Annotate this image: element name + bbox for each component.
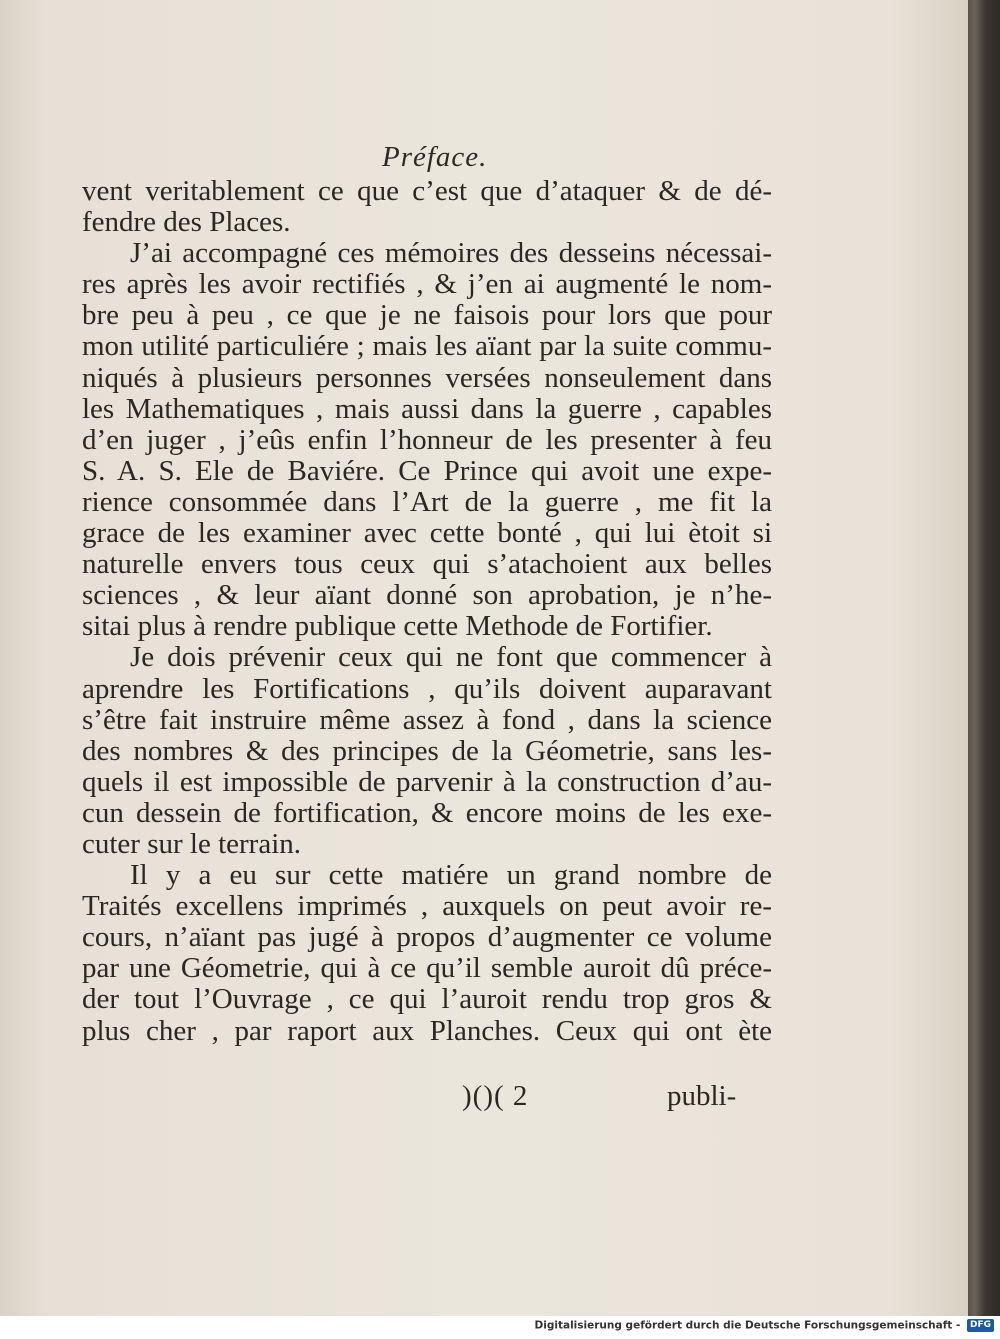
text-line: cuter sur le terrain. xyxy=(82,828,302,860)
text-line: res après les avoir rectifiés , & j’en ai augmenté le nom- xyxy=(82,269,772,301)
paragraph xyxy=(82,176,772,238)
text-line: S. A. S. Ele de Baviére. Ce Prince qui avoit une expe- xyxy=(82,455,772,487)
text-line: der tout l’Ouvrage , ce qui l’auroit rendu trop gros & xyxy=(82,984,772,1016)
text-line: J’ai accompagné ces mémoires des desseins nécessai- xyxy=(130,238,772,270)
text-line: Traités excellens imprimés , auxquels on peut avoir re- xyxy=(82,891,772,923)
paragraph xyxy=(82,642,772,860)
text-line: bre peu à peu , ce que je ne faisois pour lors que pour xyxy=(82,300,772,332)
text-line: aprendre les Fortifications , qu’ils doivent auparavant xyxy=(82,673,772,705)
text-line: vent veritablement ce que c’est que d’ataquer & de dé- xyxy=(82,176,772,207)
text-line: sitai plus à rendre publique cette Methode de Fortifier. xyxy=(82,611,713,643)
footer-credit xyxy=(535,1319,994,1332)
catchword: publi- xyxy=(667,1080,737,1112)
text-line: sciences , & leur aïant donné son aprobation, je n’he- xyxy=(82,580,772,612)
text-line: Il y a eu sur cette matiére un grand nombre de xyxy=(130,860,772,892)
text-line: Je dois prévenir ceux qui ne font que commencer à xyxy=(130,642,772,674)
text-line: les Mathematiques , mais aussi dans la guerre , capables xyxy=(82,393,772,425)
dfg-logo: DFG xyxy=(967,1319,994,1332)
paragraph xyxy=(82,238,772,642)
body-text xyxy=(82,176,772,1047)
running-head: Préface. xyxy=(382,141,488,173)
text-line: des nombres & des principes de la Géometrie, sans les- xyxy=(82,735,772,767)
text-line: grace de les examiner avec cette bonté , qui lui ètoit si xyxy=(82,518,772,550)
signature-mark: )()( 2 xyxy=(462,1080,529,1112)
text-line: mon utilité particuliére ; mais les aïant par la suite commu- xyxy=(82,331,772,363)
text-line: cun dessein de fortification, & encore moins de les exe- xyxy=(82,797,772,829)
footer-credit-text: Digitalisierung gefördert durch die Deutsche Forschungsgemeinschaft - xyxy=(534,1319,961,1332)
text-line: quels il est impossible de parvenir à la construction d’au- xyxy=(82,766,772,798)
text-line: fendre des Places. xyxy=(82,207,291,239)
text-line: niqués à plusieurs personnes versées nonseulement dans xyxy=(82,362,772,394)
text-line: s’être fait instruire même assez à fond , dans la science xyxy=(82,704,772,736)
text-line: plus cher , par raport aux Planches. Ceux qui ont ète xyxy=(82,1015,772,1047)
text-line: cours, n’aïant pas jugé à propos d’augmenter ce volume xyxy=(82,922,772,954)
text-line: par une Géometrie, qui à ce qu’il semble auroit dû préce- xyxy=(82,953,772,985)
text-line: rience consommée dans l’Art de la guerre , me fit la xyxy=(82,486,772,518)
paragraph xyxy=(82,860,772,1047)
page-edge xyxy=(968,0,1000,1316)
text-line: naturelle envers tous ceux qui s’atachoient aux belles xyxy=(82,549,772,581)
text-line: d’en juger , j’eûs enfin l’honneur de les presenter à feu xyxy=(82,424,772,456)
